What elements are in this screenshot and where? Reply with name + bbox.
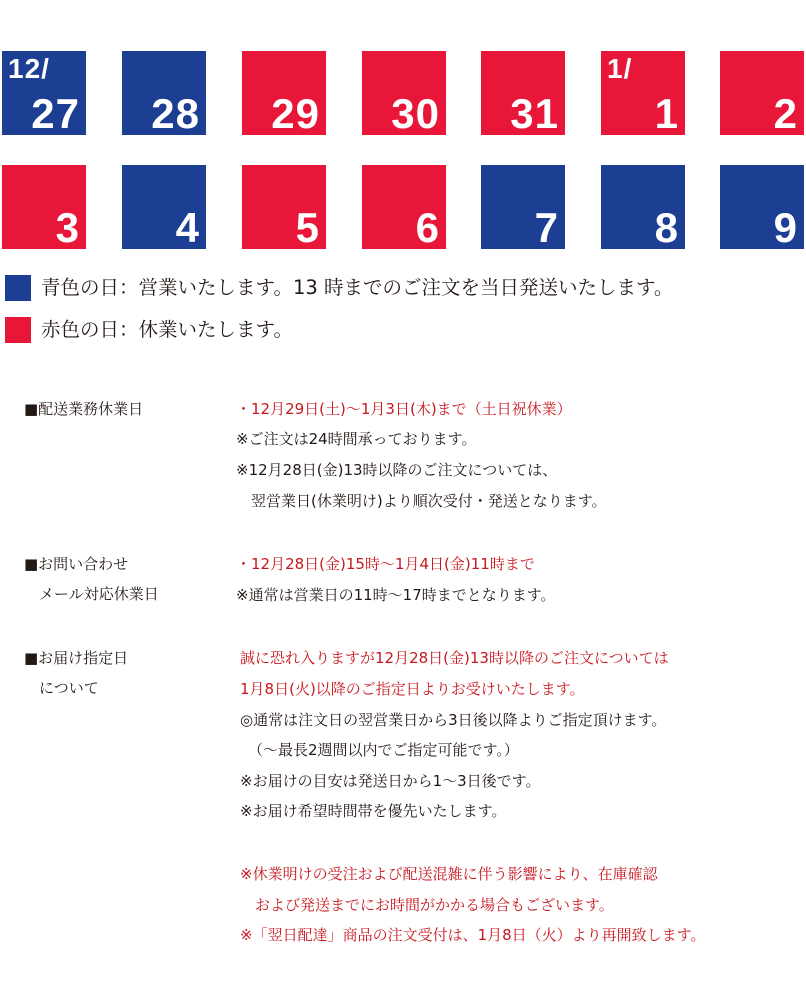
info-line: ※「翌日配達」商品の注文受付は、1月8日（火）より再開致します。 [240, 926, 706, 944]
info-line: （～最長2週間以内でご指定可能です。） [248, 741, 519, 759]
day-number: 3 [55, 204, 80, 251]
legend-business-day-text: 青色の日：営業いたします。13 時までのご注文を当日発送いたします。 [41, 276, 674, 299]
info-line: 1月8日(火)以降のご指定日よりお受けいたします。 [240, 680, 585, 698]
day-number: 7 [534, 204, 559, 251]
day-number: 6 [415, 204, 440, 251]
calendar-day-1-5 [242, 165, 326, 249]
info-line: ・12月28日(金)15時～1月4日(金)11時まで [236, 555, 535, 573]
day-number: 9 [773, 204, 798, 251]
section-label [24, 645, 128, 705]
section-label [24, 396, 143, 426]
info-line: ※ご注文は24時間承っております。 [236, 430, 477, 448]
section-label-line: ■お問い合わせ [24, 555, 129, 573]
section-label-line: について [24, 679, 99, 697]
calendar-day-1-2 [720, 51, 804, 135]
day-number: 2 [773, 90, 798, 137]
day-number: 30 [391, 90, 440, 137]
calendar-day-12-29 [242, 51, 326, 135]
calendar-day-1-8 [601, 165, 685, 249]
calendar-day-1-6 [362, 165, 446, 249]
section-label [24, 551, 159, 611]
info-line: ※お届け希望時間帯を優先いたします。 [240, 802, 507, 820]
calendar-day-1-9 [720, 165, 804, 249]
calendar-day-12-27 [2, 51, 86, 135]
info-line: および発送までにお時間がかかる場合もございます。 [240, 896, 614, 914]
section-label-line: メール対応休業日 [24, 585, 159, 603]
info-line: 誠に恐れ入りますが12月28日(金)13時以降のご注文については [240, 649, 669, 667]
red-swatch [5, 317, 31, 343]
calendar-day-1-7 [481, 165, 565, 249]
section-label-line: ■お届け指定日 [24, 649, 129, 667]
day-number: 31 [510, 90, 559, 137]
info-line: ※休業明けの受注および配送混雑に伴う影響により、在庫確認 [240, 865, 658, 883]
legend-holiday-text: 赤色の日：休業いたします。 [41, 318, 293, 341]
day-number: 8 [654, 204, 679, 251]
info-line: ・12月29日(土)～1月3日(木)まで（土日祝休業） [236, 400, 572, 418]
day-number: 29 [271, 90, 320, 137]
day-number: 28 [151, 90, 200, 137]
day-number: 1 [654, 90, 679, 137]
info-line: ※通常は営業日の11時～17時までとなります。 [236, 586, 556, 604]
calendar-day-1-1 [601, 51, 685, 135]
info-line: ◎通常は注文日の翌営業日から3日後以降よりご指定頂けます。 [240, 711, 667, 729]
calendar-day-12-28 [122, 51, 206, 135]
section-label-line: ■配送業務休業日 [24, 400, 144, 418]
calendar-day-12-31 [481, 51, 565, 135]
calendar-day-12-30 [362, 51, 446, 135]
info-line: ※12月28日(金)13時以降のご注文については、 [236, 461, 558, 479]
month-label: 1/ [607, 53, 633, 84]
calendar-day-1-4 [122, 165, 206, 249]
month-label: 12/ [8, 53, 50, 84]
info-line: ※お届けの目安は発送日から1～3日後です。 [240, 772, 541, 790]
day-number: 4 [175, 204, 200, 251]
calendar-day-1-3 [2, 165, 86, 249]
day-number: 5 [295, 204, 320, 251]
day-number: 27 [31, 90, 80, 137]
info-line: 翌営業日(休業明け)より順次受付・発送となります。 [236, 492, 607, 510]
blue-swatch [5, 275, 31, 301]
